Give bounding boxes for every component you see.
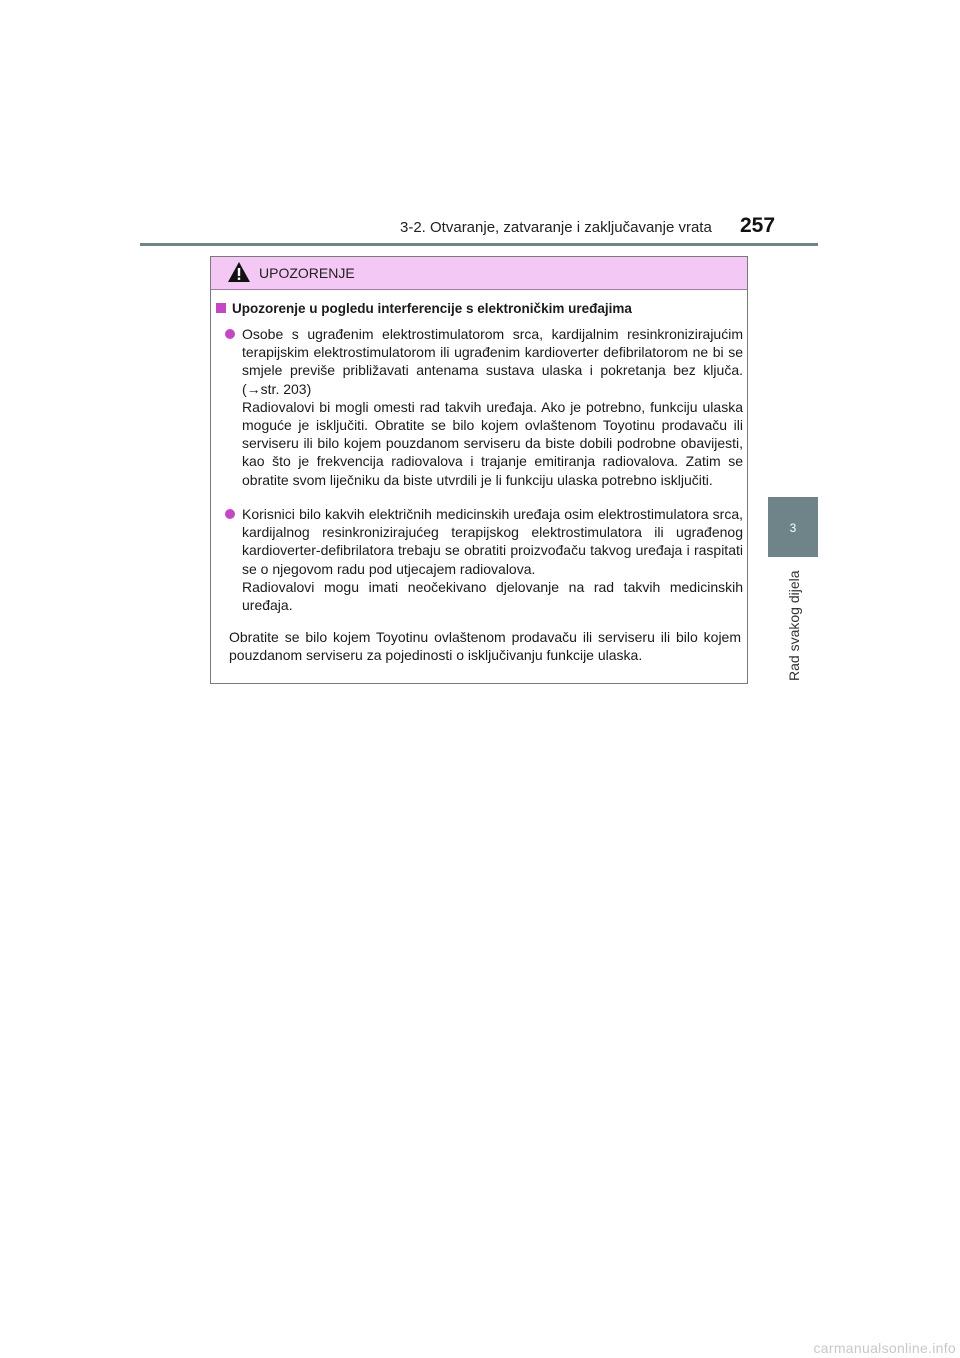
page-header [0,0,960,250]
round-bullet-icon [225,509,235,519]
paragraph: Radiovalovi mogu imati neočekivano djelovanje na rad takvih medicinskih uređaja. [242,578,743,614]
paragraph: Korisnici bilo kakvih električnih medicinskih uređaja osim elektrostimulatora srca, kardijalnog resinkronizirajućeg terapijskog elektrostimulatora ili ugrađenog kardioverter-defibrilatora trebaju se obratiti proizvođaču takvog uređaja i raspitati se o njegovom radu pod utjecajem radiovalova. [242,506,743,577]
page-number: 257 [740,214,776,237]
section-heading-text: Upozorenje u pogledu interferencije s elektroničkim uređajima [232,301,632,316]
list-item [225,325,743,489]
warning-triangle-icon [227,261,251,283]
warning-header [211,257,747,290]
chapter-tab[interactable]: 3 [768,497,818,557]
paragraph: Osobe s ugrađenim elektrostimulatorom srca, kardijalnim resinkronizirajućim terapijskim elektrostimulatorom ili ugrađenim kardioverter defibrilatorom ne bi se smjele previše približavati antenama sustava ulaska i pokretanja bez ključa. (→str. 203) [242,326,743,397]
list-item [225,505,743,614]
section-heading [216,301,632,316]
warning-title: UPOZORENJE [259,265,355,281]
square-bullet-icon [216,303,226,313]
closing-paragraph: Obratite se bilo kojem Toyotinu ovlaštenom prodavaču ili serviseru ili bilo kojem pouzdanom serviseru za pojedinosti o isključivanju funkcije ulaska. [229,629,741,664]
round-bullet-icon [225,329,235,339]
paragraph: Radiovalovi bi mogli omesti rad takvih uređaja. Ako je potrebno, funkciju ulaska moguće je isključiti. Obratite se bilo kojem ovlaštenom Toyotinu prodavaču ili serviseru ili bilo kojem pouzdanom serviseru da biste dobili podrobne obavijesti, kao što je frekvencija radiovalova i trajanje emitiranja radiovalova. Zatim se obratite svom liječniku da biste utvrdili je li funkciju ulaska potrebno isključiti. [242,398,743,488]
chapter-title: 3-2. Otvaranje, zatvaranje i zaključavanje vrata [400,219,712,236]
watermark: carmanualsonline.info [813,1340,956,1356]
chapter-side-label: Rad svakog dijela [786,570,802,681]
warning-box [210,256,748,684]
header-rule [140,243,818,246]
